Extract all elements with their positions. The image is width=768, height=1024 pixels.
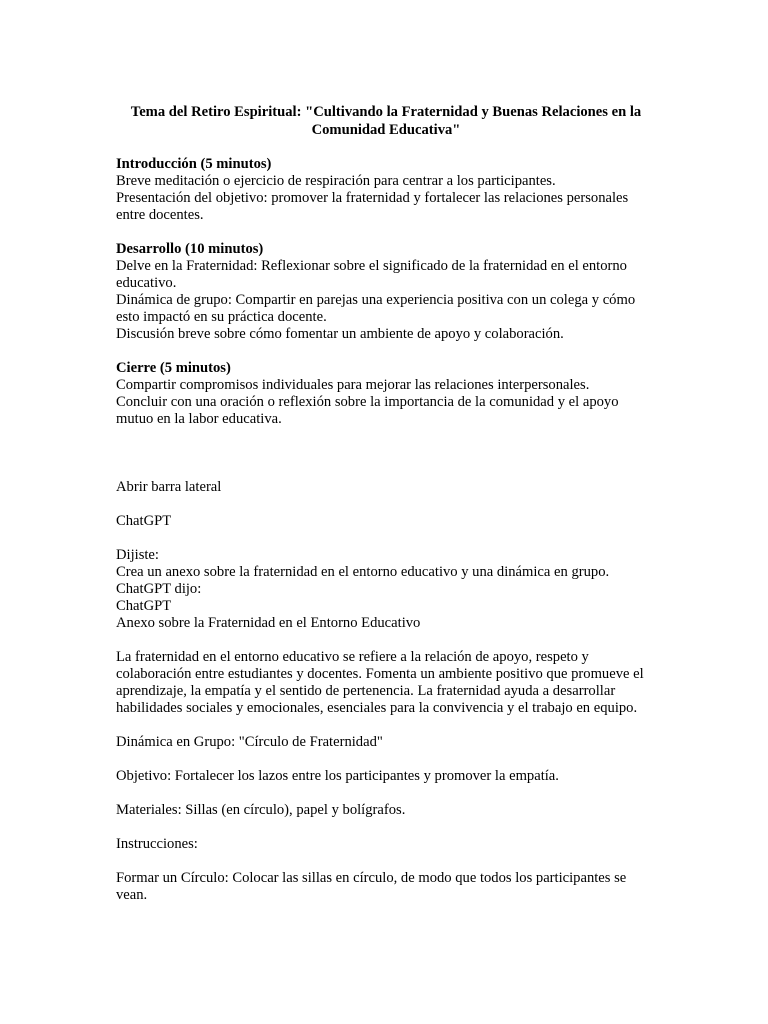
- section-line: Presentación del objetivo: promover la fraternidad y fortalecer las relaciones personales entre docentes.: [116, 190, 629, 223]
- section-line: Compartir compromisos individuales para mejorar las relaciones interpersonales.: [116, 377, 590, 393]
- section-desarrollo: [116, 241, 656, 343]
- annex-paragraph: La fraternidad en el entorno educativo se refiere a la relación de apoyo, respeto y colaboración entre estudiantes y docentes. Fomenta un ambiente positivo que promueve el aprendizaje, la empatía y el sentido de pertenencia. La fraternidad ayuda a desarrollar habilidades sociales y emocionales, esenciales para la convivencia y el trabajo en equipo.: [116, 649, 644, 716]
- instruction-item: Formar un Círculo: Colocar las sillas en círculo, de modo que todos los participantes se vean.: [116, 870, 627, 903]
- document-body: [116, 103, 656, 904]
- dynamic-title: Dinámica en Grupo: "Círculo de Fraternidad": [116, 734, 383, 750]
- document-title: Tema del Retiro Espiritual: "Cultivando la Fraternidad y Buenas Relaciones en la Comunidad Educativa": [130, 104, 642, 138]
- section-line: Discusión breve sobre cómo fomentar un ambiente de apoyo y colaboración.: [116, 326, 564, 342]
- chat-block: [116, 547, 656, 632]
- app-name: ChatGPT: [116, 513, 172, 529]
- annex-title: Anexo sobre la Fraternidad en el Entorno Educativo: [116, 615, 421, 631]
- section-line: Delve en la Fraternidad: Reflexionar sobre el significado de la fraternidad en el entorno educativo.: [116, 258, 627, 291]
- materials-text: Materiales: Sillas (en círculo), papel y bolígrafos.: [116, 802, 406, 818]
- section-heading: Cierre (5 minutos): [116, 360, 231, 376]
- section-line: Concluir con una oración o reflexión sobre la importancia de la comunidad y el apoyo mutuo en la labor educativa.: [116, 394, 619, 427]
- user-label: Dijiste:: [116, 547, 159, 563]
- section-heading: Desarrollo (10 minutos): [116, 241, 264, 257]
- objective-text: Objetivo: Fortalecer los lazos entre los participantes y promover la empatía.: [116, 768, 559, 784]
- section-introduccion: [116, 156, 656, 224]
- section-line: Breve meditación o ejercicio de respiración para centrar a los participantes.: [116, 173, 556, 189]
- instructions-label: Instrucciones:: [116, 836, 198, 852]
- section-cierre: [116, 360, 656, 428]
- assistant-label: ChatGPT dijo:: [116, 581, 202, 597]
- assistant-name: ChatGPT: [116, 598, 172, 614]
- section-heading: Introducción (5 minutos): [116, 156, 272, 172]
- sidebar-text: Abrir barra lateral: [116, 479, 222, 495]
- user-message: Crea un anexo sobre la fraternidad en el entorno educativo y una dinámica en grupo.: [116, 564, 610, 580]
- section-line: Dinámica de grupo: Compartir en parejas una experiencia positiva con un colega y cómo esto impactó en su práctica docente.: [116, 292, 636, 325]
